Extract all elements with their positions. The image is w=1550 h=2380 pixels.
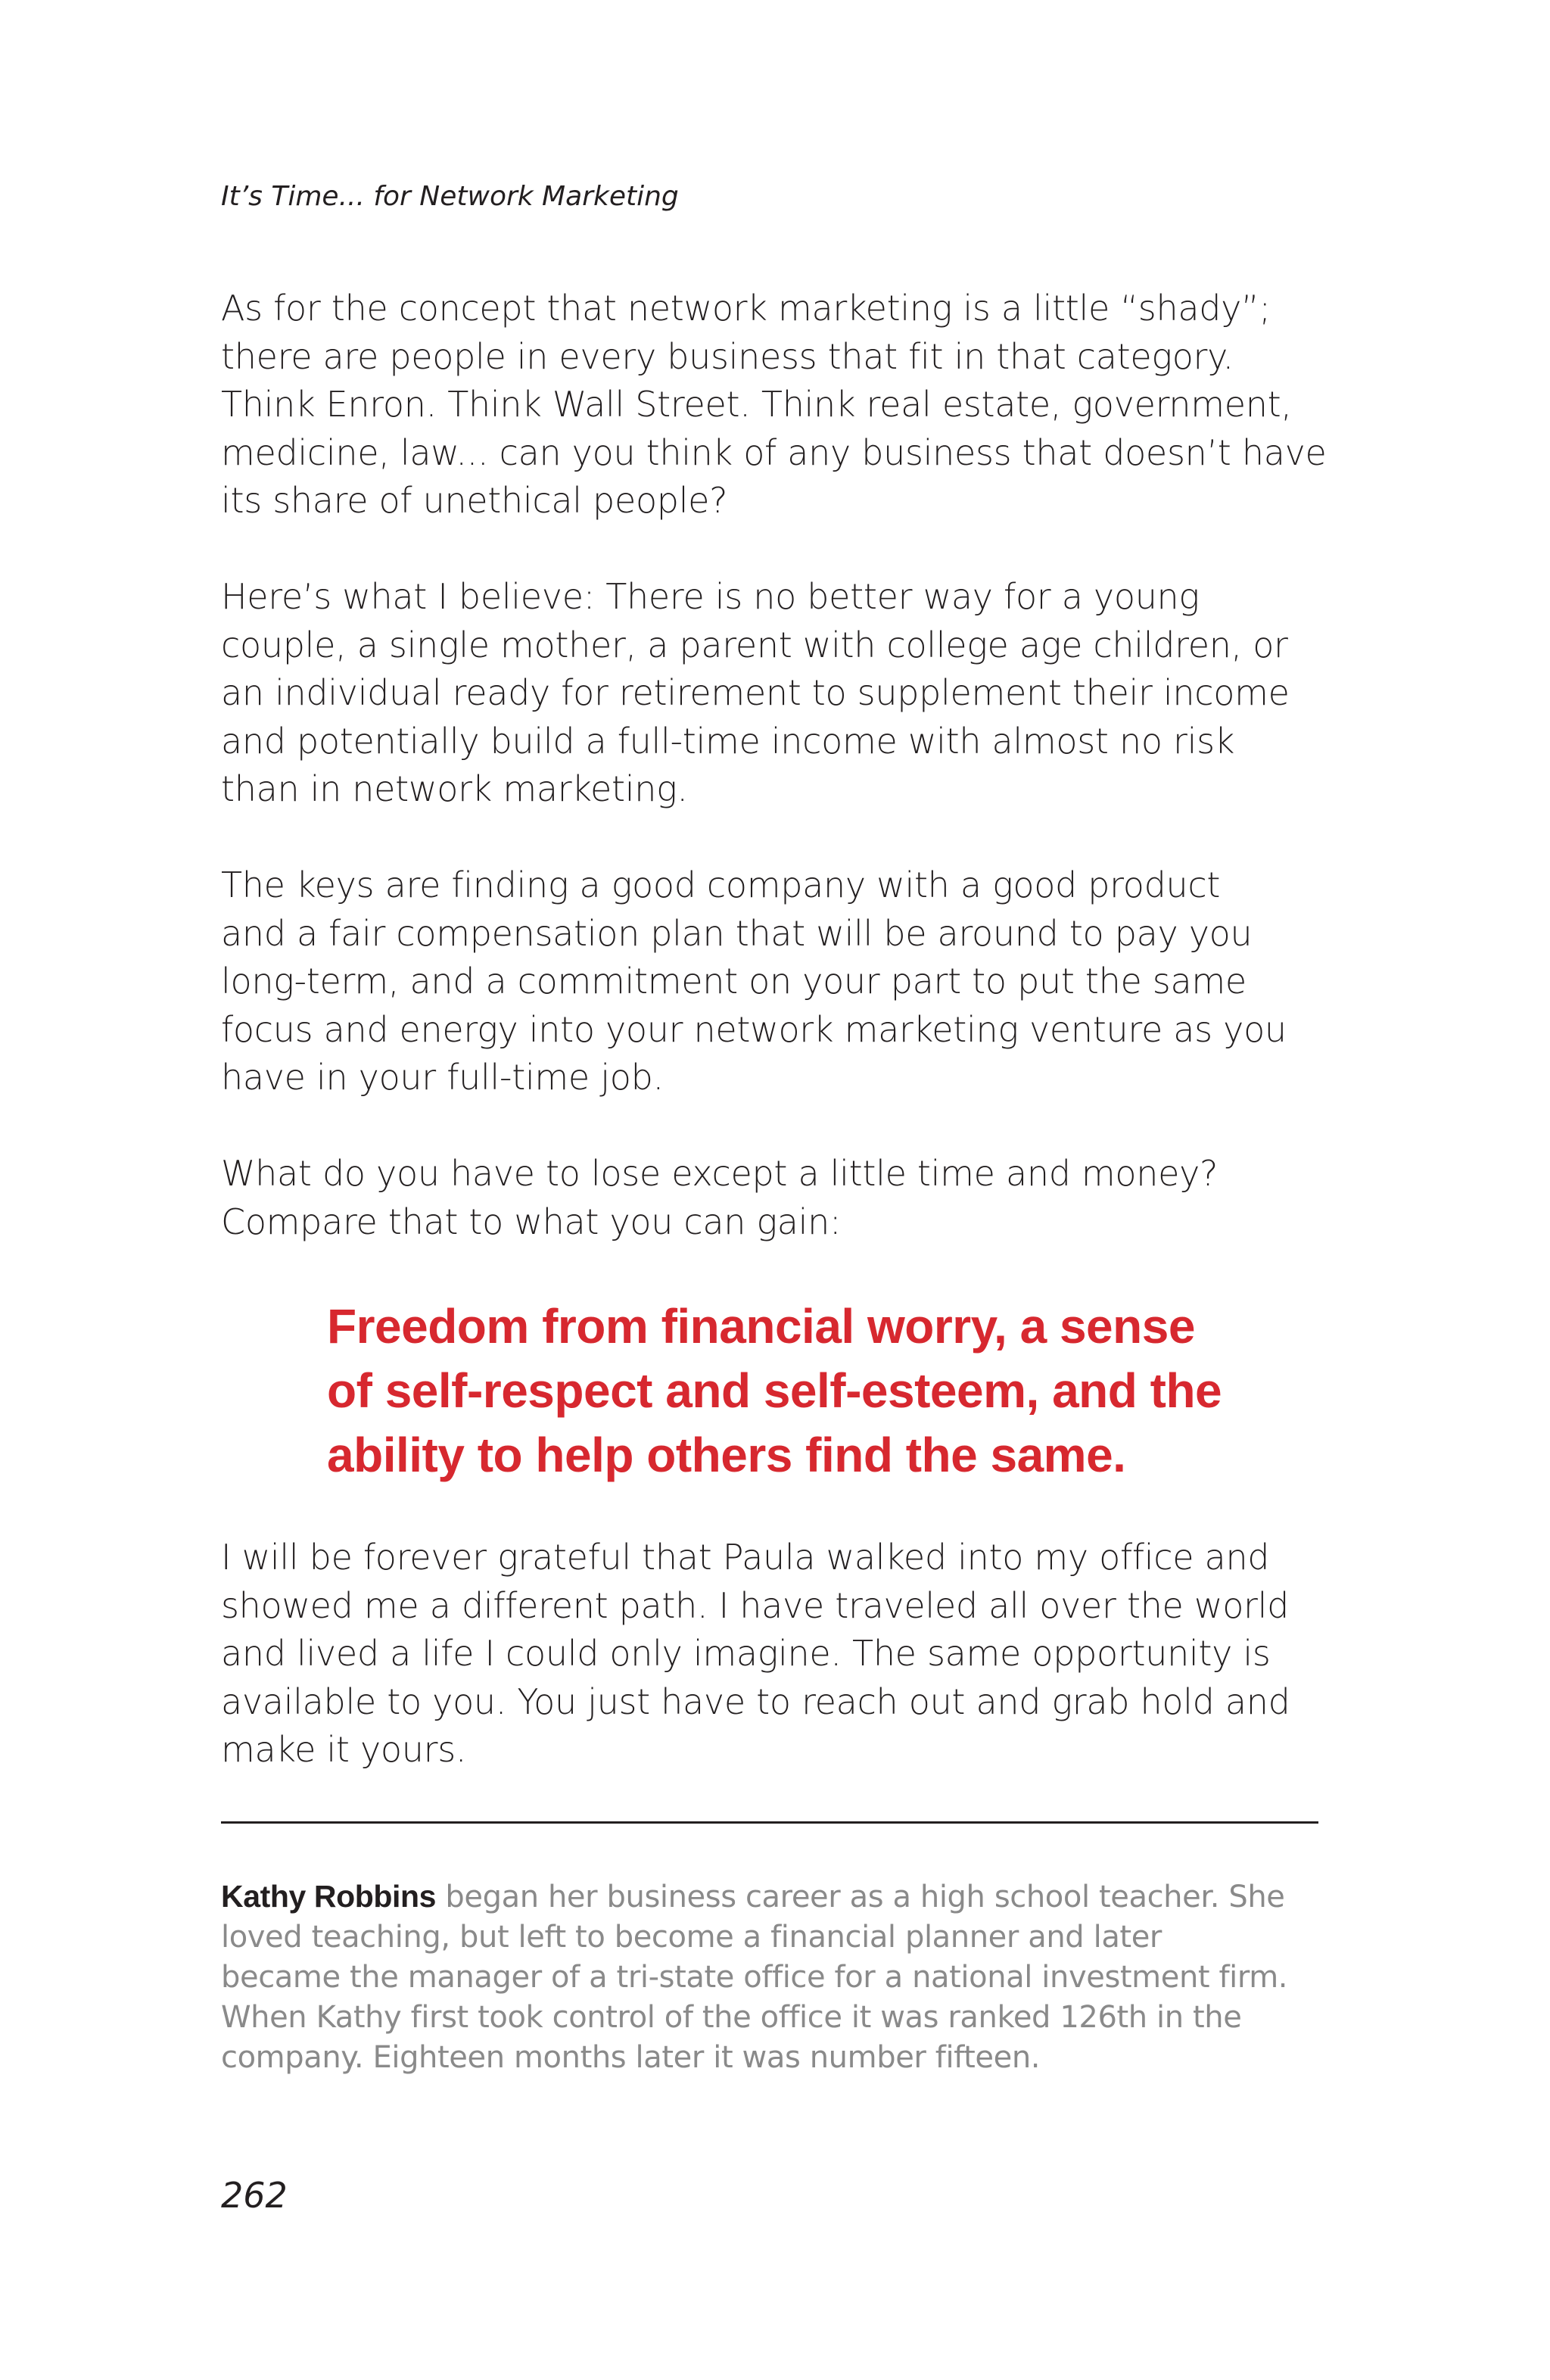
bio-line: company. Eighteen months later it was number fifteen. [221, 2040, 1041, 2075]
bio-line: loved teaching, but left to become a financial planner and later [221, 1920, 1162, 1955]
bio-line: When Kathy first took control of the office it was ranked 126th in the [221, 2000, 1242, 2035]
paragraph-3 [221, 861, 1341, 1102]
section-divider [221, 1821, 1318, 1824]
bio-line [221, 1877, 1341, 1917]
paragraph-line: its share of unethical people? [221, 480, 728, 521]
paragraph-line: showed me a different path. I have traveled all over the world [221, 1584, 1290, 1626]
paragraph-line: medicine, law... can you think of any business that doesn’t have [221, 431, 1327, 473]
page-number: 262 [221, 2175, 288, 2216]
paragraph-line: and a fair compensation plan that will be around to pay you [221, 912, 1253, 954]
paragraph-line: and potentially build a full-time income with almost no risk [221, 720, 1235, 762]
paragraph-line: focus and energy into your network marketing venture as you [221, 1008, 1287, 1050]
pull-quote-line: Freedom from financial worry, a sense [327, 1299, 1195, 1354]
pull-quote-line: ability to help others find the same. [327, 1428, 1126, 1482]
paragraph-line: As for the concept that network marketing is a little “shady”; [221, 288, 1271, 329]
author-name: Kathy Robbins [221, 1879, 437, 1914]
paragraph-line: have in your full-time job. [221, 1057, 664, 1098]
paragraph-line: make it yours. [221, 1729, 467, 1770]
paragraph-5 [221, 1534, 1341, 1774]
paragraph-line: Compare that to what you can gain: [221, 1201, 842, 1242]
author-bio [221, 1877, 1341, 2078]
paragraph-line: and lived a life I could only imagine. The same opportunity is [221, 1633, 1271, 1674]
bio-first-line-text: began her business career as a high school teacher. She [436, 1880, 1285, 1914]
paragraph-line: Think Enron. Think Wall Street. Think real estate, government, [221, 384, 1292, 425]
paragraph-line: an individual ready for retirement to supplement their income [221, 672, 1290, 713]
paragraph-line: What do you have to lose except a little time and money? [221, 1153, 1219, 1194]
paragraph-2 [221, 573, 1341, 814]
paragraph-1 [221, 285, 1341, 525]
paragraph-line: long-term, and a commitment on your part to put the same [221, 961, 1247, 1002]
paragraph-line: available to you. You just have to reach out and grab hold and [221, 1681, 1290, 1722]
paragraph-line: than in network marketing. [221, 768, 688, 809]
paragraph-line: I will be forever grateful that Paula walked into my office and [221, 1537, 1270, 1578]
paragraph-line: The keys are finding a good company with a good product [221, 864, 1221, 905]
paragraph-line: couple, a single mother, a parent with college age children, or [221, 624, 1288, 665]
bio-line: became the manager of a tri-state office for a national investment firm. [221, 1960, 1288, 1995]
paragraph-4 [221, 1150, 1341, 1246]
paragraph-line: Here’s what I believe: There is no better way for a young [221, 576, 1200, 617]
running-head: It’s Time... for Network Marketing [221, 181, 679, 212]
paragraph-line: there are people in every business that fit in that category. [221, 335, 1234, 377]
pull-quote [327, 1294, 1311, 1488]
pull-quote-line: of self-respect and self-esteem, and the [327, 1363, 1222, 1418]
